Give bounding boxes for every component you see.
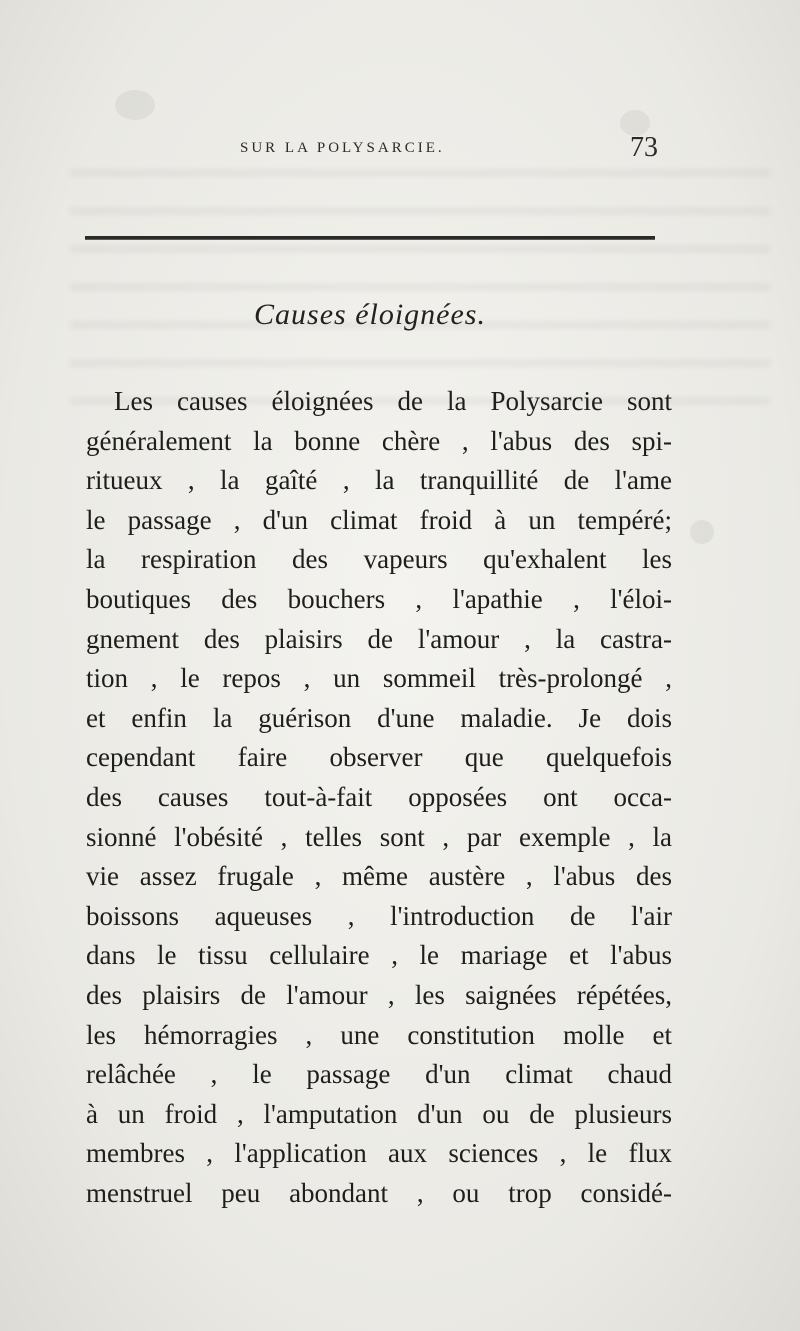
page-number: 73 (630, 132, 658, 163)
text-line: boutiques des bouchers , l'apathie , l'éloi- (86, 583, 672, 614)
running-head: SUR LA POLYSARCIE. (240, 140, 445, 156)
text-line: le passage , d'un climat froid à un tempéré; (86, 504, 672, 535)
header-rule (85, 236, 655, 240)
text-line: menstruel peu abondant , ou trop considé- (86, 1177, 672, 1208)
text-line: et enfin la guérison d'une maladie. Je dois (86, 702, 672, 733)
paper-stain (690, 520, 714, 544)
text-line: des plaisirs de l'amour , les saignées répétées, (86, 979, 672, 1010)
text-line: les hémorragies , une constitution molle et (86, 1019, 672, 1050)
text-line: tion , le repos , un sommeil très-prolongé , (86, 663, 672, 694)
paper-stain (115, 90, 155, 120)
text-line: Les causes éloignées de la Polysarcie sont (114, 386, 672, 416)
text-line: cependant faire observer que quelquefois (86, 742, 672, 773)
text-line: dans le tissu cellulaire , le mariage et l'abus (86, 940, 672, 971)
text-line: boissons aqueuses , l'introduction de l'air (86, 900, 672, 931)
text-line: vie assez frugale , même austère , l'abus des (86, 861, 672, 892)
text-line: relâchée , le passage d'un climat chaud (86, 1059, 672, 1090)
text-line: la respiration des vapeurs qu'exhalent les (86, 544, 672, 575)
text-line: généralement la bonne chère , l'abus des spi- (86, 425, 672, 456)
text-line: gnement des plaisirs de l'amour , la castra- (86, 623, 672, 654)
text-line: membres , l'application aux sciences , le flux (86, 1138, 672, 1169)
section-heading: Causes éloignées. (254, 298, 486, 331)
text-line: à un froid , l'amputation d'un ou de plusieurs (86, 1098, 672, 1129)
text-line: sionné l'obésité , telles sont , par exemple , la (86, 821, 672, 852)
text-line: des causes tout-à-fait opposées ont occa- (86, 781, 672, 812)
text-line: ritueux , la gaîté , la tranquillité de l'ame (86, 465, 672, 496)
body-paragraph (86, 382, 672, 1213)
